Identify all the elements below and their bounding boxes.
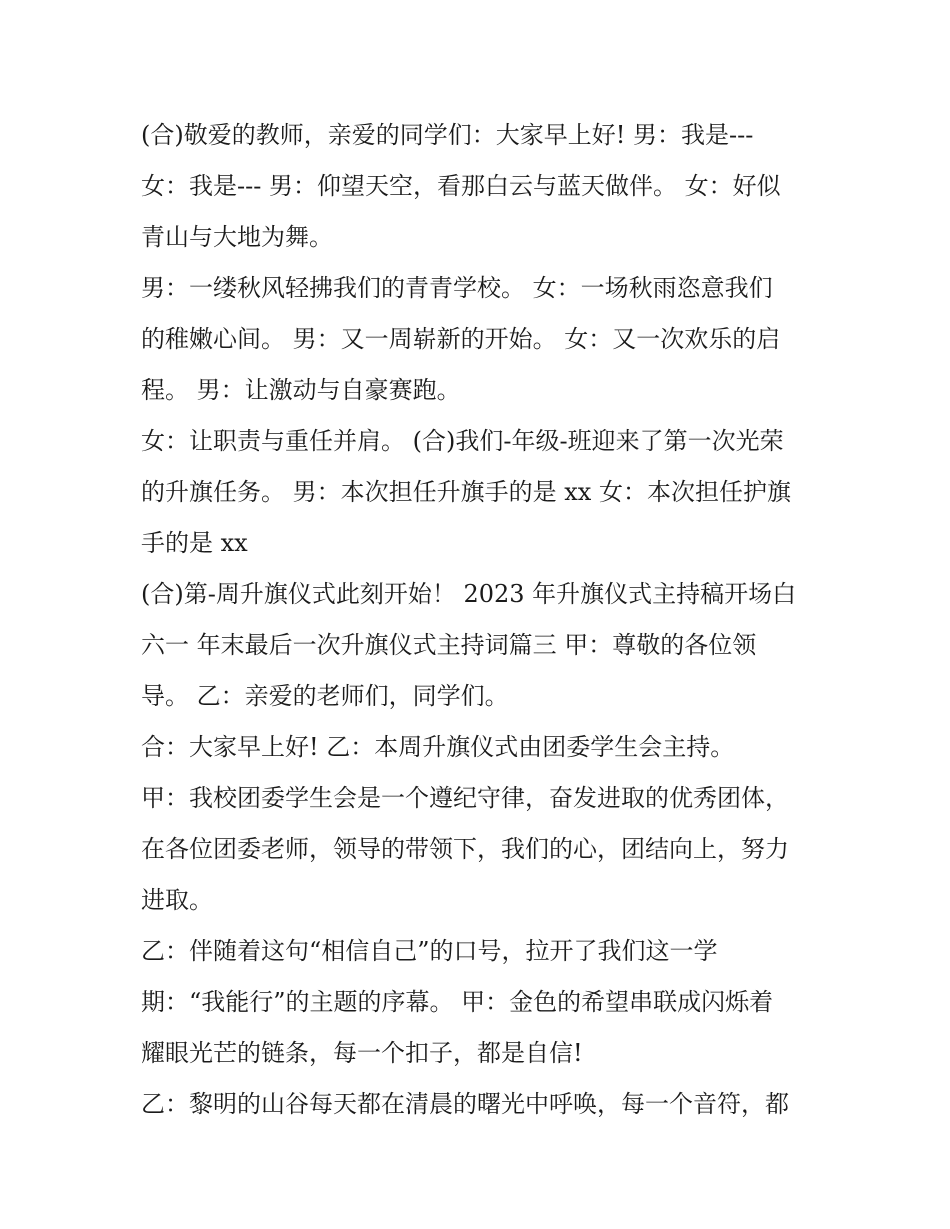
text-line-5: 的稚嫩心间。 男：又一周崭新的开始。 女：又一次欢乐的启	[141, 325, 781, 353]
text-line-18: 期：“我能行”的主题的序幕。 甲：金色的希望串联成闪烁着	[141, 988, 774, 1016]
text-line-9: 手的是 xx	[141, 529, 248, 557]
text-line-11: 六一 年末最后一次升旗仪式主持词篇三 甲：尊敬的各位领	[141, 631, 757, 659]
text-line-7: 女：让职责与重任并肩。 (合)我们-年级-班迎来了第一次光荣	[141, 427, 784, 455]
text-line-4: 男：一缕秋风轻拂我们的青青学校。 女：一场秋雨恣意我们	[141, 274, 773, 302]
text-line-17: 乙：伴随着这句“相信自己”的口号，拉开了我们这一学	[141, 937, 718, 965]
text-line-19: 耀眼光芒的链条，每一个扣子，都是自信!	[141, 1039, 583, 1067]
text-line-2: 女：我是--- 男：仰望天空，看那白云与蓝天做伴。 女：好似	[141, 172, 781, 200]
text-line-13: 合：大家早上好! 乙：本周升旗仪式由团委学生会主持。	[141, 733, 735, 761]
text-line-8: 的升旗任务。 男：本次担任升旗手的是 xx 女：本次担任护旗	[141, 478, 791, 506]
text-line-16: 进取。	[141, 886, 213, 914]
text-line-10: (合)第-周升旗仪式此刻开始！ 2023 年升旗仪式主持稿开场白	[141, 580, 797, 608]
text-line-20: 乙：黎明的山谷每天都在清晨的曙光中呼唤，每一个音符，都	[141, 1090, 789, 1118]
text-line-14: 甲：我校团委学生会是一个遵纪守律，奋发进取的优秀团体，	[141, 784, 789, 812]
text-line-6: 程。 男：让激动与自豪赛跑。	[141, 376, 461, 404]
text-line-15: 在各位团委老师，领导的带领下，我们的心，团结向上，努力	[141, 835, 789, 863]
text-line-12: 导。 乙：亲爱的老师们，同学们。	[141, 682, 509, 710]
text-line-1: (合)敬爱的教师，亲爱的同学们：大家早上好! 男：我是---	[141, 121, 754, 149]
text-line-3: 青山与大地为舞。	[141, 223, 333, 251]
document-body	[141, 110, 841, 1130]
